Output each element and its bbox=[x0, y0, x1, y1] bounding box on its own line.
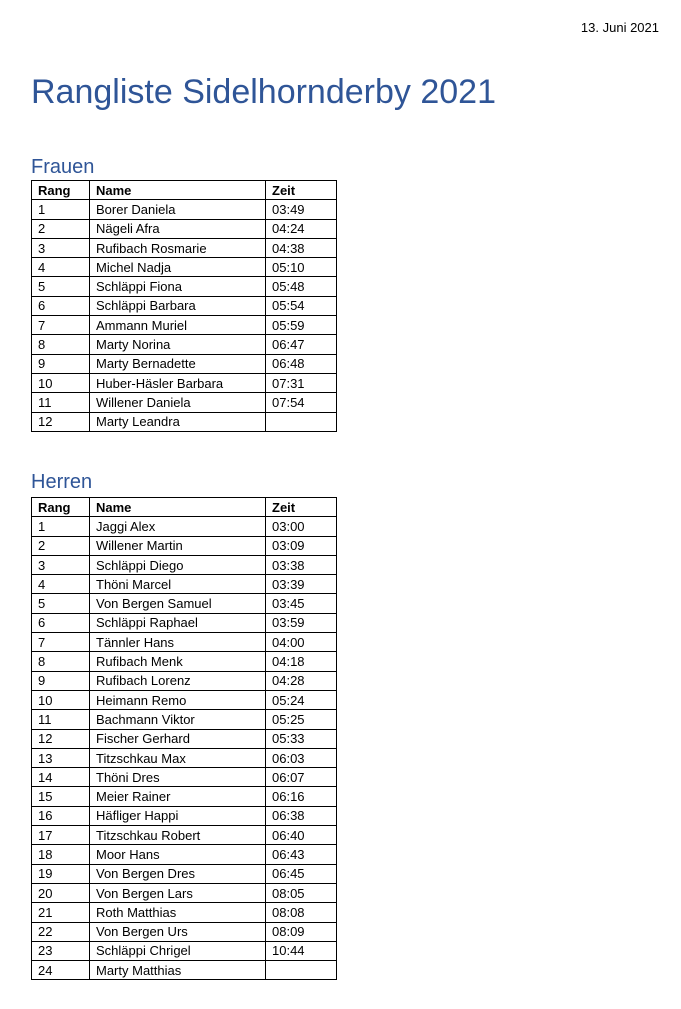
time-cell: 06:45 bbox=[266, 864, 337, 883]
name-cell: Tännler Hans bbox=[90, 633, 266, 652]
name-cell: Marty Norina bbox=[90, 335, 266, 354]
column-header-name: Name bbox=[90, 181, 266, 200]
rank-cell: 5 bbox=[32, 277, 90, 296]
time-cell: 06:43 bbox=[266, 845, 337, 864]
time-cell: 06:38 bbox=[266, 806, 337, 825]
table-row bbox=[32, 412, 337, 431]
table-row bbox=[32, 536, 337, 555]
section-heading-frauen: Frauen bbox=[31, 156, 95, 178]
rank-cell: 8 bbox=[32, 652, 90, 671]
name-cell: Von Bergen Dres bbox=[90, 864, 266, 883]
rank-cell: 11 bbox=[32, 393, 90, 412]
table-row bbox=[32, 200, 337, 219]
time-cell: 10:44 bbox=[266, 941, 337, 960]
rank-cell: 1 bbox=[32, 517, 90, 536]
rank-cell: 14 bbox=[32, 768, 90, 787]
name-cell: Von Bergen Lars bbox=[90, 883, 266, 902]
rank-cell: 11 bbox=[32, 710, 90, 729]
rank-cell: 10 bbox=[32, 690, 90, 709]
table-row bbox=[32, 864, 337, 883]
time-cell: 05:59 bbox=[266, 316, 337, 335]
name-cell: Nägeli Afra bbox=[90, 219, 266, 238]
time-cell: 06:47 bbox=[266, 335, 337, 354]
name-cell: Thöni Marcel bbox=[90, 575, 266, 594]
table-row bbox=[32, 219, 337, 238]
name-cell: Rufibach Rosmarie bbox=[90, 238, 266, 257]
name-cell: Borer Daniela bbox=[90, 200, 266, 219]
table-row bbox=[32, 613, 337, 632]
name-cell: Thöni Dres bbox=[90, 768, 266, 787]
name-cell: Huber-Häsler Barbara bbox=[90, 373, 266, 392]
rank-cell: 13 bbox=[32, 748, 90, 767]
table-row bbox=[32, 690, 337, 709]
table-row bbox=[32, 517, 337, 536]
rank-cell: 9 bbox=[32, 671, 90, 690]
time-cell: 08:05 bbox=[266, 883, 337, 902]
rank-cell: 2 bbox=[32, 536, 90, 555]
table-row bbox=[32, 710, 337, 729]
time-cell: 03:45 bbox=[266, 594, 337, 613]
time-cell: 05:10 bbox=[266, 258, 337, 277]
time-cell: 03:59 bbox=[266, 613, 337, 632]
name-cell: Schläppi Fiona bbox=[90, 277, 266, 296]
rank-cell: 24 bbox=[32, 961, 90, 980]
table-row bbox=[32, 729, 337, 748]
time-cell: 03:38 bbox=[266, 555, 337, 574]
name-cell: Jaggi Alex bbox=[90, 517, 266, 536]
name-cell: Ammann Muriel bbox=[90, 316, 266, 335]
table-header-row bbox=[32, 181, 337, 200]
table-row bbox=[32, 768, 337, 787]
table-row bbox=[32, 277, 337, 296]
table-header-row bbox=[32, 498, 337, 517]
table-row bbox=[32, 671, 337, 690]
name-cell: Titzschkau Max bbox=[90, 748, 266, 767]
name-cell: Fischer Gerhard bbox=[90, 729, 266, 748]
table-row bbox=[32, 373, 337, 392]
rank-cell: 23 bbox=[32, 941, 90, 960]
name-cell: Meier Rainer bbox=[90, 787, 266, 806]
name-cell: Schläppi Raphael bbox=[90, 613, 266, 632]
time-cell: 04:18 bbox=[266, 652, 337, 671]
time-cell: 06:48 bbox=[266, 354, 337, 373]
time-cell: 05:24 bbox=[266, 690, 337, 709]
table-row bbox=[32, 806, 337, 825]
column-header-rank: Rang bbox=[32, 498, 90, 517]
results-table-herren bbox=[31, 497, 337, 980]
name-cell: Marty Matthias bbox=[90, 961, 266, 980]
rank-cell: 17 bbox=[32, 826, 90, 845]
time-cell: 06:16 bbox=[266, 787, 337, 806]
name-cell: Bachmann Viktor bbox=[90, 710, 266, 729]
rank-cell: 8 bbox=[32, 335, 90, 354]
name-cell: Michel Nadja bbox=[90, 258, 266, 277]
column-header-time: Zeit bbox=[266, 498, 337, 517]
time-cell: 05:48 bbox=[266, 277, 337, 296]
rank-cell: 1 bbox=[32, 200, 90, 219]
table-row bbox=[32, 826, 337, 845]
name-cell: Schläppi Diego bbox=[90, 555, 266, 574]
table-row bbox=[32, 296, 337, 315]
rank-cell: 18 bbox=[32, 845, 90, 864]
rank-cell: 7 bbox=[32, 316, 90, 335]
name-cell: Titzschkau Robert bbox=[90, 826, 266, 845]
rank-cell: 3 bbox=[32, 238, 90, 257]
table-row bbox=[32, 555, 337, 574]
name-cell: Moor Hans bbox=[90, 845, 266, 864]
rank-cell: 19 bbox=[32, 864, 90, 883]
rank-cell: 4 bbox=[32, 575, 90, 594]
table-row bbox=[32, 748, 337, 767]
time-cell: 06:40 bbox=[266, 826, 337, 845]
time-cell bbox=[266, 961, 337, 980]
table-row bbox=[32, 258, 337, 277]
name-cell: Willener Daniela bbox=[90, 393, 266, 412]
time-cell: 04:00 bbox=[266, 633, 337, 652]
time-cell: 08:08 bbox=[266, 903, 337, 922]
name-cell: Schläppi Barbara bbox=[90, 296, 266, 315]
rank-cell: 12 bbox=[32, 729, 90, 748]
name-cell: Von Bergen Urs bbox=[90, 922, 266, 941]
name-cell: Roth Matthias bbox=[90, 903, 266, 922]
rank-cell: 10 bbox=[32, 373, 90, 392]
time-cell: 07:31 bbox=[266, 373, 337, 392]
rank-cell: 21 bbox=[32, 903, 90, 922]
rank-cell: 22 bbox=[32, 922, 90, 941]
table-row bbox=[32, 652, 337, 671]
time-cell: 03:00 bbox=[266, 517, 337, 536]
time-cell: 03:49 bbox=[266, 200, 337, 219]
results-body-frauen bbox=[32, 200, 337, 432]
table-row bbox=[32, 903, 337, 922]
time-cell: 06:07 bbox=[266, 768, 337, 787]
section-heading-herren: Herren bbox=[31, 471, 93, 493]
table-row bbox=[32, 922, 337, 941]
name-cell: Heimann Remo bbox=[90, 690, 266, 709]
rank-cell: 2 bbox=[32, 219, 90, 238]
time-cell: 05:54 bbox=[266, 296, 337, 315]
time-cell: 07:54 bbox=[266, 393, 337, 412]
time-cell: 03:39 bbox=[266, 575, 337, 594]
name-cell: Von Bergen Samuel bbox=[90, 594, 266, 613]
table-row bbox=[32, 633, 337, 652]
time-cell bbox=[266, 412, 337, 431]
name-cell: Rufibach Lorenz bbox=[90, 671, 266, 690]
rank-cell: 4 bbox=[32, 258, 90, 277]
time-cell: 03:09 bbox=[266, 536, 337, 555]
rank-cell: 6 bbox=[32, 613, 90, 632]
time-cell: 05:25 bbox=[266, 710, 337, 729]
name-cell: Marty Leandra bbox=[90, 412, 266, 431]
column-header-rank: Rang bbox=[32, 181, 90, 200]
table-row bbox=[32, 594, 337, 613]
table-row bbox=[32, 961, 337, 980]
name-cell: Schläppi Chrigel bbox=[90, 941, 266, 960]
rank-cell: 20 bbox=[32, 883, 90, 902]
rank-cell: 5 bbox=[32, 594, 90, 613]
column-header-time: Zeit bbox=[266, 181, 337, 200]
rank-cell: 9 bbox=[32, 354, 90, 373]
rank-cell: 6 bbox=[32, 296, 90, 315]
table-row bbox=[32, 575, 337, 594]
column-header-name: Name bbox=[90, 498, 266, 517]
time-cell: 08:09 bbox=[266, 922, 337, 941]
table-row bbox=[32, 941, 337, 960]
table-row bbox=[32, 787, 337, 806]
table-row bbox=[32, 845, 337, 864]
rank-cell: 15 bbox=[32, 787, 90, 806]
table-row bbox=[32, 354, 337, 373]
rank-cell: 16 bbox=[32, 806, 90, 825]
name-cell: Marty Bernadette bbox=[90, 354, 266, 373]
rank-cell: 7 bbox=[32, 633, 90, 652]
table-row bbox=[32, 393, 337, 412]
name-cell: Willener Martin bbox=[90, 536, 266, 555]
document-date: 13. Juni 2021 bbox=[580, 20, 659, 35]
time-cell: 04:38 bbox=[266, 238, 337, 257]
results-table-frauen bbox=[31, 180, 337, 432]
table-row bbox=[32, 883, 337, 902]
table-row bbox=[32, 238, 337, 257]
page-title: Rangliste Sidelhornderby 2021 bbox=[31, 73, 496, 111]
time-cell: 04:28 bbox=[266, 671, 337, 690]
rank-cell: 3 bbox=[32, 555, 90, 574]
table-row bbox=[32, 335, 337, 354]
name-cell: Häfliger Happi bbox=[90, 806, 266, 825]
table-row bbox=[32, 316, 337, 335]
name-cell: Rufibach Menk bbox=[90, 652, 266, 671]
results-body-herren bbox=[32, 517, 337, 980]
time-cell: 06:03 bbox=[266, 748, 337, 767]
time-cell: 05:33 bbox=[266, 729, 337, 748]
time-cell: 04:24 bbox=[266, 219, 337, 238]
rank-cell: 12 bbox=[32, 412, 90, 431]
